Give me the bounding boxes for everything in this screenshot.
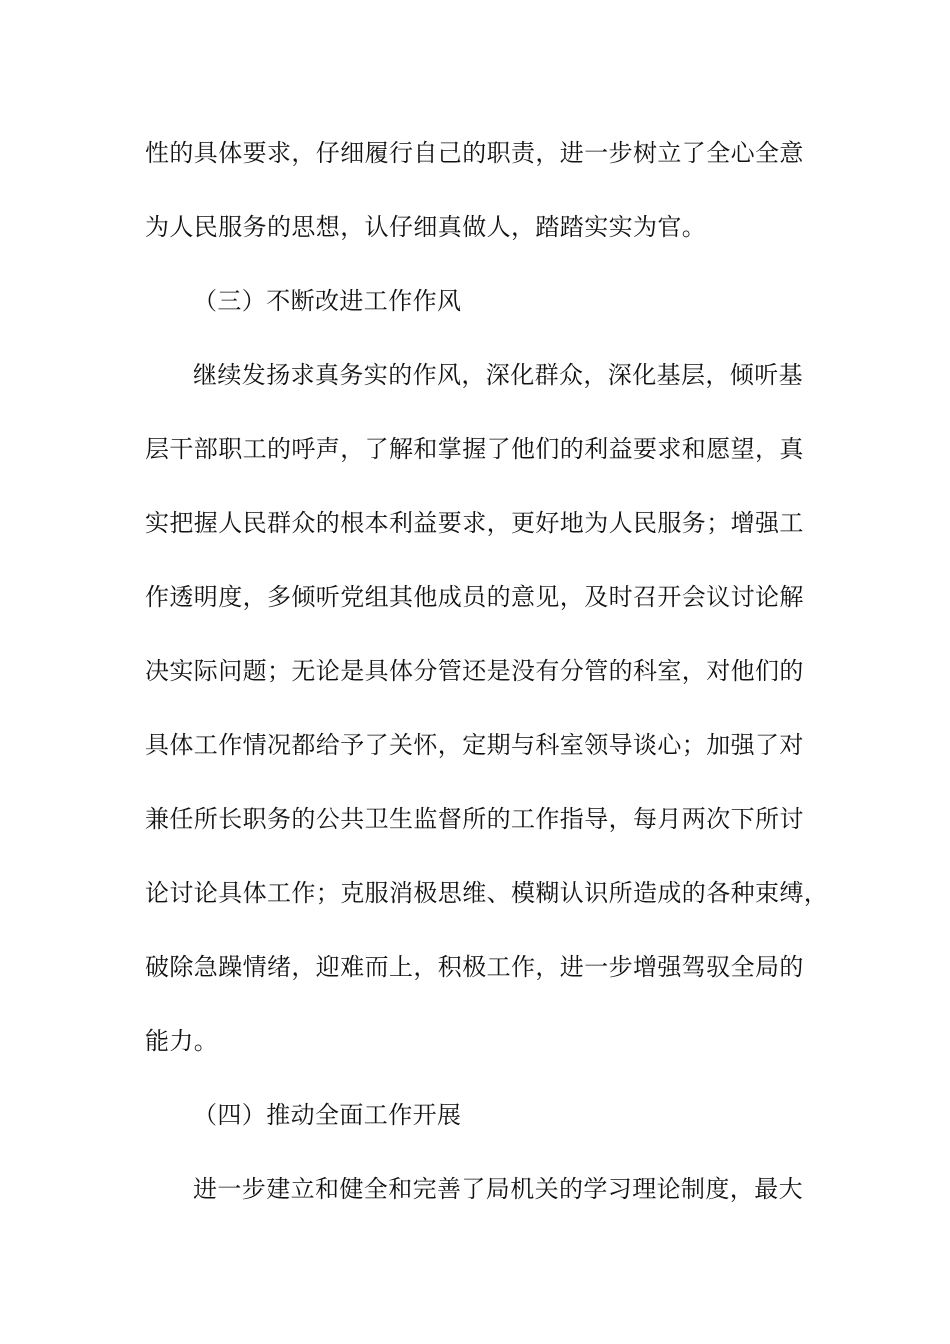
paragraph-line: 实把握人民群众的根本利益要求，更好地为人民服务；增强工 [145,509,804,537]
section-heading: （三）不断改进工作作风 [193,287,462,315]
paragraph-line: 性的具体要求，仔细履行自己的职责，进一步树立了全心全意 [145,139,804,167]
section-heading: （四）推动全面工作开展 [193,1101,462,1129]
paragraph-line: 兼任所长职务的公共卫生监督所的工作指导，每月两次下所讨 [145,805,804,833]
paragraph-line: 层干部职工的呼声，了解和掌握了他们的利益要求和愿望，真 [145,435,804,463]
paragraph-line: 破除急躁情绪，迎难而上，积极工作，进一步增强驾驭全局的 [145,953,804,981]
paragraph-line: 具体工作情况都给予了关怀，定期与科室领导谈心；加强了对 [145,731,804,759]
paragraph-line: 为人民服务的思想，认仔细真做人，踏踏实实为官。 [145,213,707,241]
paragraph-line: 决实际问题；无论是具体分管还是没有分管的科室，对他们的 [145,657,804,685]
paragraph-line: 进一步建立和健全和完善了局机关的学习理论制度，最大 [193,1175,803,1203]
paragraph-line: 继续发扬求真务实的作风，深化群众，深化基层，倾听基 [193,361,803,389]
paragraph-line: 论讨论具体工作；克服消极思维、模糊认识所造成的各种束缚， [145,879,829,907]
paragraph-line: 能力。 [145,1027,219,1055]
paragraph-line: 作透明度，多倾听党组其他成员的意见，及时召开会议讨论解 [145,583,804,611]
